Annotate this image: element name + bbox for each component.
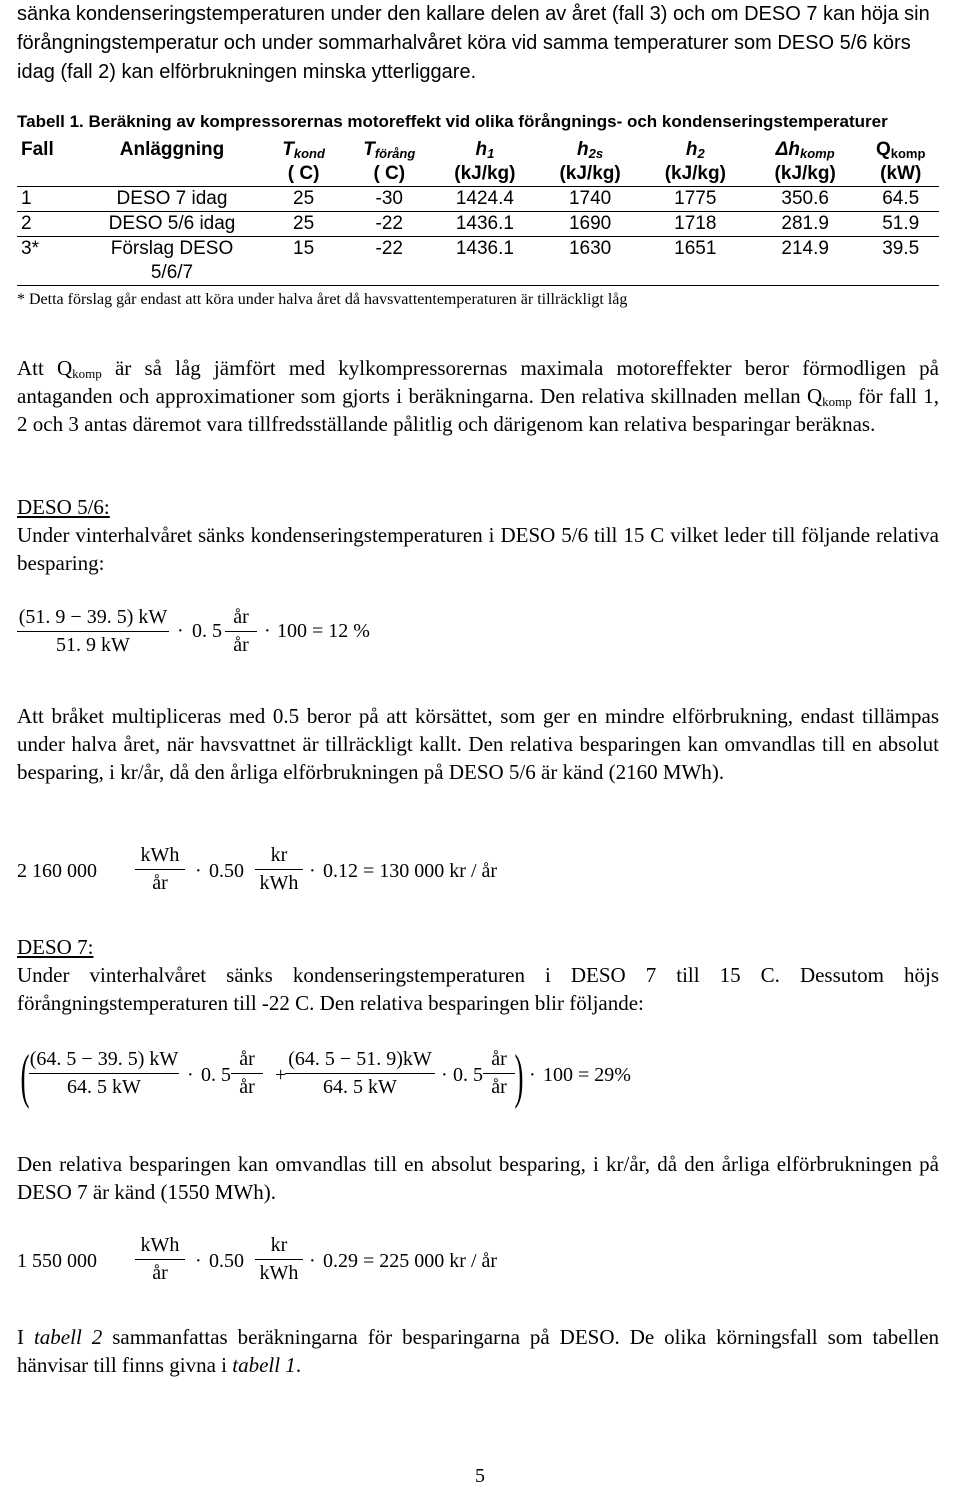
header-anlaggning: Anläggning xyxy=(119,139,225,160)
qkomp-paragraph: Att $Q_{komp}$ är så låg jämfört med kylkompressorernas maximala motoreffekter beror förmodligen på antaganden och approximationer som gjorts i beräkningarna. Den relativa skillnaden mellan $Q_{komp}$ för fall 1, 2 och 3 antas däremot vara tillfredsställande pålitlig och därigenom kan relativa besparingar beräknas. xyxy=(17,356,939,436)
page-number: 5 xyxy=(475,1465,485,1487)
table-header-row xyxy=(17,138,939,187)
tabell2-reference: tabell 2 xyxy=(33,1325,103,1349)
table-row: 3* Förslag DESO 5/6/7 15 -22 1436.1 1630 1651 214.9 39.5 xyxy=(17,237,939,286)
header-h2s: $h_{2s}$ (kJ/kg) xyxy=(559,139,621,184)
tabell1-reference: tabell 1 xyxy=(232,1353,296,1377)
deso56-equation: (51. 9 − 39. 5) kW 51. 9 kW · 0. 5 år år · 100 = 12 % xyxy=(18,606,370,656)
deso56-heading: DESO 5/6: xyxy=(17,495,110,519)
table1-block xyxy=(17,110,939,310)
header-h1: $h_1$ (kJ/kg) xyxy=(454,139,516,184)
deso7-equation: ( (64. 5 − 39. 5) kW 64. 5 kW · 0. 5 år år + (64. 5 − 51. 9)kW 64. 5 kW · 0. 5 år år ) · 100 = 29% xyxy=(20,1043,631,1109)
deso56-section xyxy=(17,493,939,577)
deso56-equation2: 2 160 000 kWh år · 0.50 kr kWh · 0.12 = 130 000 kr / år xyxy=(17,844,498,894)
deso7-equation2: 1 550 000 kWh år · 0.50 kr kWh · 0.29 = 225 000 kr / år xyxy=(17,1234,498,1284)
header-dh-komp: $\Delta h_{komp}$ (kJ/kg) xyxy=(774,139,836,184)
table1 xyxy=(17,138,939,286)
table-row: 2 DESO 5/6 idag 25 -22 1436.1 1690 1718 281.9 51.9 xyxy=(17,212,939,237)
deso7-text: Under vinterhalvåret sänks kondenseringstemperaturen i DESO 7 till 15 C. Dessutom höjs förångningstemperaturen till -22 C. Den relativa besparingen blir följande: xyxy=(17,963,939,1015)
header-h2: $h_2$ (kJ/kg) xyxy=(664,139,726,184)
header-q-komp: $Q_{komp}$ (kW) xyxy=(875,139,926,184)
deso7-section xyxy=(17,933,939,1017)
table-row: 1 DESO 7 idag 25 -30 1424.4 1740 1775 350.6 64.5 xyxy=(17,187,939,212)
header-tkond: $T_{kond}$ ( C) xyxy=(282,139,325,184)
deso7-text2: Den relativa besparingen kan omvandlas till en absolut besparing, i kr/år, då den årliga elförbrukningen på DESO 7 är känd (1550 MWh). xyxy=(17,1152,939,1204)
deso56-text2: Att bråket multipliceras med 0.5 beror på att körsättet, som ger en mindre elförbrukning, endast tillämpas under halva året, när havsvattnet är tillräckligt kallt. Den relativa besparingen kan omvandlas till en absolut besparing, i kr/år, då den årliga elförbrukningen på DESO 5/6 är känd (2160 MWh). xyxy=(17,704,939,784)
deso7-heading: DESO 7: xyxy=(17,935,94,959)
header-tforang: $T_{förång}$ ( C) xyxy=(363,139,416,184)
closing-paragraph: I tabell 2 sammanfattas beräkningarna för besparingarna på DESO. De olika körningsfall som tabellen hänvisar till finns givna i tabell 1. xyxy=(17,1325,940,1377)
table1-caption: Tabell 1. Beräkning av kompressorernas motoreffekt vid olika förångnings- och kondenseringstemperaturer xyxy=(17,112,888,131)
table1-footnote: * Detta förslag går endast att köra under halva året då havsvattentemperaturen är tillräckligt låg xyxy=(17,291,628,308)
deso56-text: Under vinterhalvåret sänks kondenseringstemperaturen i DESO 5/6 till 15 C vilket leder till följande relativa besparing: xyxy=(17,523,939,575)
intro-paragraph: sänka kondenseringstemperaturen under den kallare delen av året (fall 3) och om DESO 7 kan höja sin förångningstemperatur och under sommarhalvåret köra vid samma temperaturer som DESO 5/6 körs idag (fall 2) kan elförbrukningen minska ytterliggare. xyxy=(17,3,930,83)
header-fall: Fall xyxy=(21,139,54,160)
